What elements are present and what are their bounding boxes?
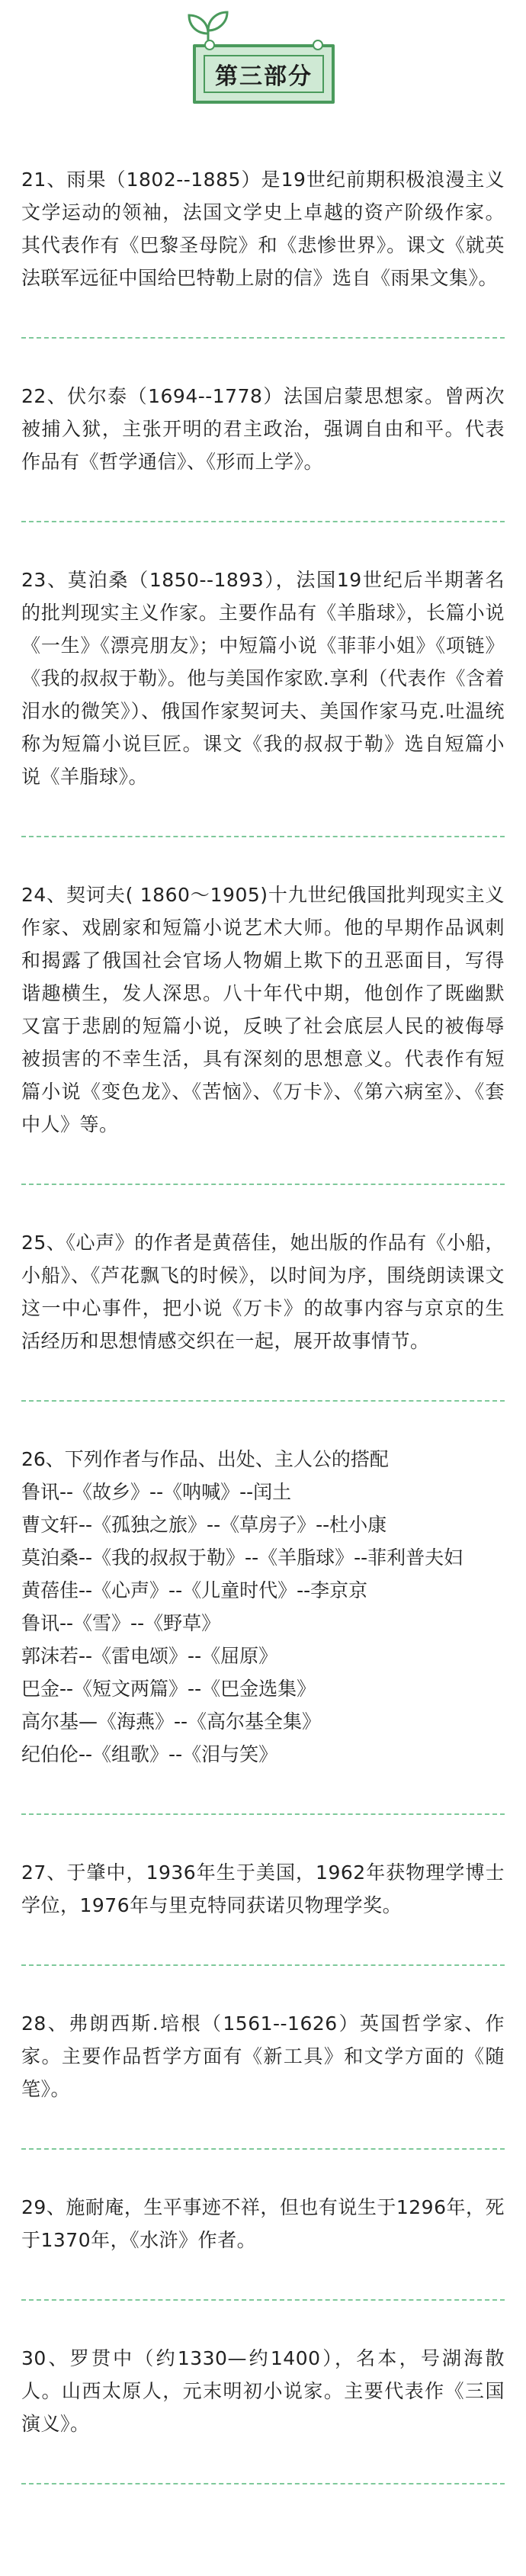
entry-text: 24、契诃夫( 1860～1905)十九世纪俄国批判现实主义作家、戏剧家和短篇小说艺术大师。他的早期作品讽刺和揭露了俄国社会官场人物媚上欺下的丑恶面目，写得谐趣横生，发人深思。八十年代中期，他创作了既幽默又富于悲剧的短篇小说，反映了社会底层人民的被侮辱被损害的不幸生活，具有深刻的思想意义。代表作有短篇小说《变色龙》、《苦恼》、《万卡》、《第六病室》、《套中人》等。 (21, 884, 505, 1135)
entry-25 (21, 1185, 505, 1402)
entry-24 (21, 837, 505, 1185)
pair-item: 曹文轩--《孤独之旅》--《草房子》--杜小康 (21, 1514, 387, 1536)
entry-26 (21, 1402, 505, 1815)
header (0, 0, 526, 122)
entry-text: 27、于肇中，1936年生于美国，1962年获物理学博士学位，1976年与里克特同获诺贝物理学奖。 (21, 1861, 505, 1916)
entry-29 (21, 2150, 505, 2301)
pair-item: 纪伯伦--《组歌》--《泪与笑》 (21, 1743, 278, 1765)
section-title: 第三部分 (204, 55, 324, 93)
pair-item: 巴金--《短文两篇》--《巴金选集》 (21, 1678, 316, 1700)
entry-text: 29、施耐庵，生平事迹不祥，但也有说生于1296年，死于1370年，《水浒》作者。 (21, 2196, 505, 2251)
binder-ring-icon (204, 40, 215, 50)
entry-30 (21, 2301, 505, 2484)
entry-23 (21, 522, 505, 837)
entry-text: 28、弗朗西斯.培根（1561--1626）英国哲学家、作家。主要作品哲学方面有《新工具》和文学方面的《随笔》。 (21, 2012, 505, 2100)
pair-item: 鲁讯--《雪》--《野草》 (21, 1612, 221, 1634)
binder-ring-icon (313, 40, 323, 50)
entry-text: 22、伏尔泰（1694--1778）法国启蒙思想家。曾两次被捕入狱，主张开明的君主政治，强调自由和平。代表作品有《哲学通信》、《形而上学》。 (21, 385, 505, 473)
entry-text: 30、罗贯中（约1330—约1400），名本，号湖海散人。山西太原人，元末明初小说家。主要代表作《三国演义》。 (21, 2347, 505, 2435)
pairs-title: 26、下列作者与作品、出处、主人公的搭配 (21, 1448, 389, 1470)
content (0, 122, 526, 2484)
footer (0, 2484, 526, 2576)
entry-27 (21, 1815, 505, 1966)
pair-item: 黄蓓佳--《心声》--《儿童时代》--李京京 (21, 1579, 368, 1601)
pair-item: 鲁讯--《故乡》--《呐喊》--闰土 (21, 1481, 292, 1503)
entry-21 (21, 122, 505, 339)
entry-22 (21, 339, 505, 522)
pair-item: 莫泊桑--《我的叔叔于勒》--《羊脂球》--菲利普夫妇 (21, 1547, 463, 1569)
entry-text: 25、《心声》的作者是黄蓓佳，她出版的作品有《小船，小船》、《芦花飘飞的时候》，以时间为序，围绕朗读课文这一中心事件，把小说《万卡》的故事内容与京京的生活经历和思想情感交织在一起，展开故事情节。 (21, 1232, 505, 1352)
pair-item: 高尔基—《海燕》--《高尔基全集》 (21, 1710, 322, 1733)
entry-28 (21, 1966, 505, 2150)
section-title-badge (193, 44, 335, 104)
entry-text: 21、雨果（1802--1885）是19世纪前期积极浪漫主义文学运动的领袖，法国文学史上卓越的资产阶级作家。其代表作有《巴黎圣母院》和《悲惨世界》。课文《就英法联军远征中国给巴特勒上尉的信》选自《雨果文集》。 (21, 169, 505, 289)
entry-text: 23、莫泊桑（1850--1893），法国19世纪后半期著名的批判现实主义作家。主要作品有《羊脂球》，长篇小说《一生》《漂亮朋友》；中短篇小说《菲菲小姐》《项链》《我的叔叔于勒》。他与美国作家欧.享利（代表作《含着泪水的微笑》）、俄国作家契诃夫、美国作家马克.吐温统称为短篇小说巨匠。课文《我的叔叔于勒》选自短篇小说《羊脂球》。 (21, 569, 505, 788)
pair-item: 郭沫若--《雷电颂》--《屈原》 (21, 1645, 278, 1667)
